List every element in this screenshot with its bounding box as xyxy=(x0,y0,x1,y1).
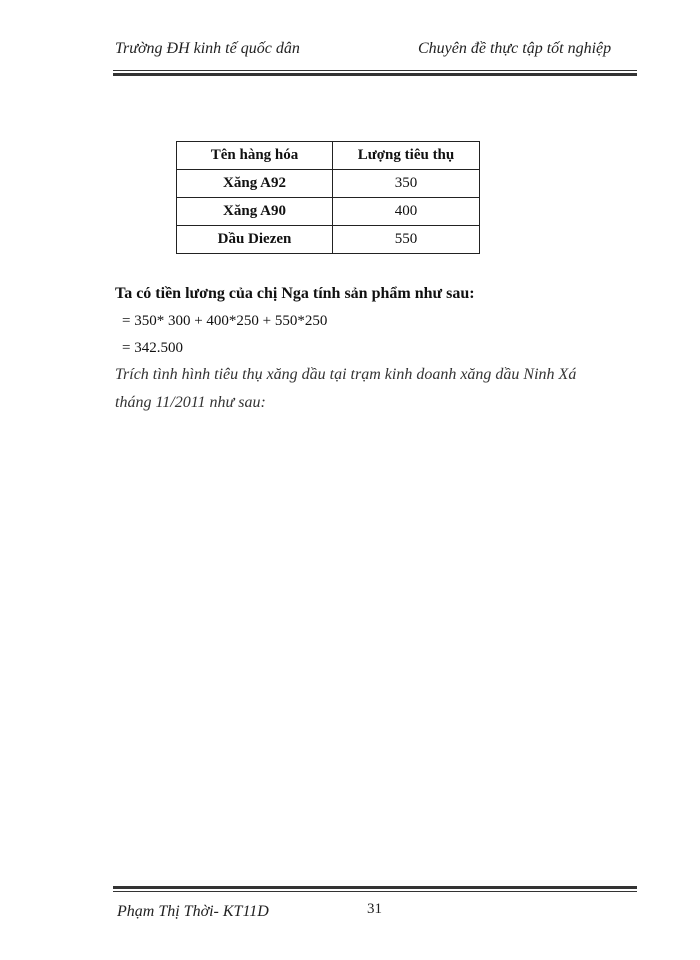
footer-rule-thin xyxy=(113,891,637,892)
cell-quantity: 400 xyxy=(333,198,480,226)
table-row xyxy=(177,198,480,226)
header-rule-thick xyxy=(113,73,637,76)
header-rule-thin xyxy=(113,70,637,71)
cell-quantity: 350 xyxy=(333,170,480,198)
consumption-table xyxy=(176,141,480,254)
cell-goods-name: Xăng A92 xyxy=(177,170,333,198)
column-header-goods-name: Tên hàng hóa xyxy=(177,142,333,170)
salary-intro-text: Ta có tiền lương của chị Nga tính sản phẩm như sau: xyxy=(115,285,475,302)
cell-goods-name: Xăng A90 xyxy=(177,198,333,226)
table-row xyxy=(177,226,480,254)
header-school: Trường ĐH kinh tế quốc dân xyxy=(115,40,300,57)
footer-rule-thick xyxy=(113,886,637,889)
salary-result: = 342.500 xyxy=(122,340,183,356)
excerpt-text-line-1: Trích tình hình tiêu thụ xăng dầu tại trạm kinh doanh xăng dầu Ninh Xá xyxy=(115,366,577,383)
excerpt-text-line-2: tháng 11/2011 như sau: xyxy=(115,394,266,411)
column-header-quantity: Lượng tiêu thụ xyxy=(333,142,480,170)
footer-author: Phạm Thị Thời- KT11D xyxy=(117,903,269,920)
page-number: 31 xyxy=(367,901,382,917)
salary-formula: = 350* 300 + 400*250 + 550*250 xyxy=(122,313,328,329)
table-row xyxy=(177,170,480,198)
cell-goods-name: Dầu Diezen xyxy=(177,226,333,254)
table-header-row xyxy=(177,142,480,170)
header-report-title: Chuyên đề thực tập tốt nghiệp xyxy=(418,40,612,57)
cell-quantity: 550 xyxy=(333,226,480,254)
